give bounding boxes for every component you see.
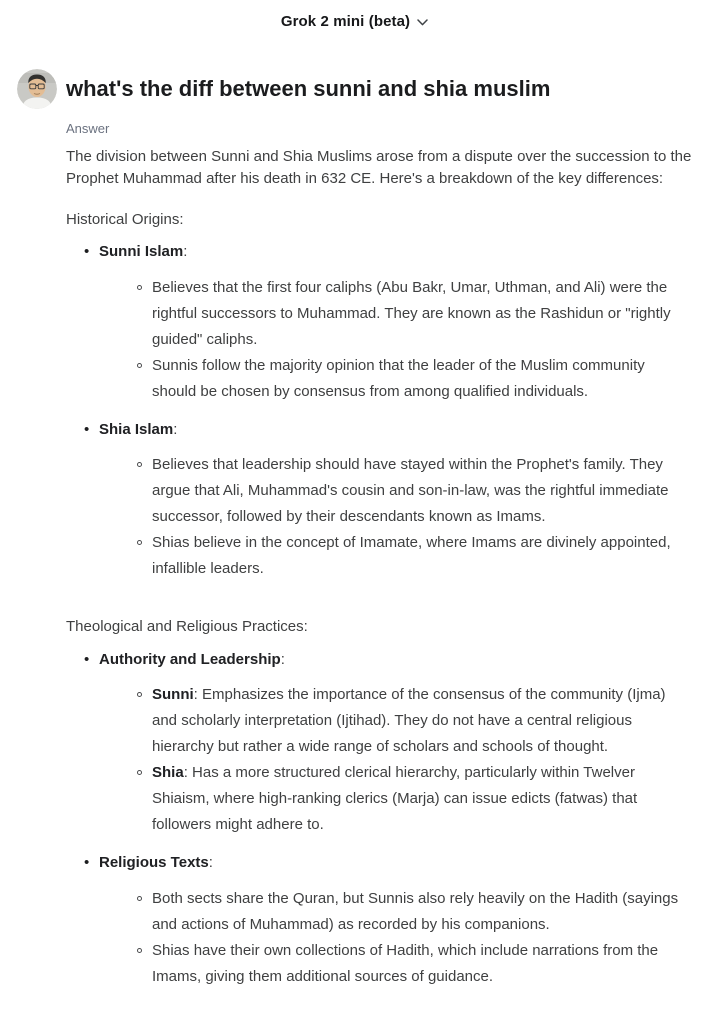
sub-item-text: Shias have their own collections of Hadith, which include narrations from the Imams, giving them additional sources of guidance. (152, 941, 659, 985)
list-term-suffix: : (208, 854, 213, 872)
answer-section (66, 121, 693, 990)
list-item-sunni-islam (66, 241, 693, 405)
sub-item-text: : Has a more structured clerical hierarchy, particularly within Twelver Shiaism, where high-ranking clerics (Marja) can issue edicts (fatwas) that followers might adhere to. (152, 764, 638, 834)
list-term-line (99, 241, 693, 264)
sub-list-item (99, 275, 693, 353)
sub-list-item (99, 760, 693, 838)
list-item-authority-leadership (66, 649, 693, 839)
sub-item-lead: Shia (152, 764, 184, 782)
list-term: Sunni Islam (99, 243, 184, 261)
sub-bullet-list (99, 682, 693, 838)
sub-list-item (99, 530, 693, 582)
sub-list-item (99, 938, 693, 990)
bullet-list-historical (66, 241, 693, 582)
model-name-label: Grok 2 mini (beta) (280, 13, 411, 30)
sub-item-text: : Emphasizes the importance of the consensus of the community (Ijma) and scholarly interpretation (Ijtihad). They do not have a central religious hierarchy but rather a wide range of scholars and schools of thought. (152, 686, 666, 756)
sub-item-text: Both sects share the Quran, but Sunnis also rely heavily on the Hadith (sayings and actions of Muhammad) as recorded by his companions. (152, 889, 679, 933)
list-term-suffix: : (280, 650, 285, 668)
top-bar (0, 0, 709, 32)
answer-intro-paragraph: The division between Sunni and Shia Muslims arose from a dispute over the succession to the Prophet Muhammad after his death in 632 CE. Here's a breakdown of the key differences: (66, 147, 692, 188)
section-heading-theological-practices: Theological and Religious Practices: (66, 618, 308, 636)
question-row (17, 69, 692, 109)
sub-list-item (99, 682, 693, 760)
model-selector-button[interactable] (277, 11, 432, 32)
sub-bullet-list (99, 275, 693, 405)
sub-item-text: Shias believe in the concept of Imamate, where Imams are divinely appointed, infallible leaders. (152, 534, 671, 578)
list-term-line (99, 419, 693, 442)
sub-list-item (99, 886, 693, 938)
list-term-line (99, 649, 693, 672)
user-avatar (17, 69, 57, 109)
sub-bullet-list (99, 886, 693, 990)
list-item-shia-islam (66, 419, 693, 583)
chevron-down-icon (417, 17, 428, 26)
list-term-suffix: : (183, 243, 188, 261)
bullet-list-theological (66, 649, 693, 990)
sub-item-text: Believes that the first four caliphs (Abu Bakr, Umar, Uthman, and Ali) were the rightful successors to Muhammad. They are known as the Rashidun or "rightly guided" caliphs. (152, 278, 671, 348)
sub-item-text: Believes that leadership should have stayed within the Prophet's family. They argue that Ali, Muhammad's cousin and son-in-law, was the rightful immediate successor, followed by their descendants known as Imams. (152, 456, 669, 526)
sub-item-lead: Sunni (152, 686, 194, 704)
list-term: Shia Islam (99, 420, 174, 438)
list-term-suffix: : (173, 420, 178, 438)
question-text: what's the diff between sunni and shia muslim (66, 76, 551, 102)
sub-list-item (99, 353, 693, 405)
answer-label: Answer (66, 121, 110, 136)
list-term-line (99, 852, 693, 875)
sub-item-text: Sunnis follow the majority opinion that the leader of the Muslim community should be chosen by consensus from among qualified individuals. (152, 356, 645, 400)
list-term: Authority and Leadership (99, 650, 281, 668)
list-term: Religious Texts (99, 854, 209, 872)
list-item-religious-texts (66, 852, 693, 990)
sub-bullet-list (99, 452, 693, 582)
section-heading-historical-origins: Historical Origins: (66, 210, 184, 228)
sub-list-item (99, 452, 693, 530)
